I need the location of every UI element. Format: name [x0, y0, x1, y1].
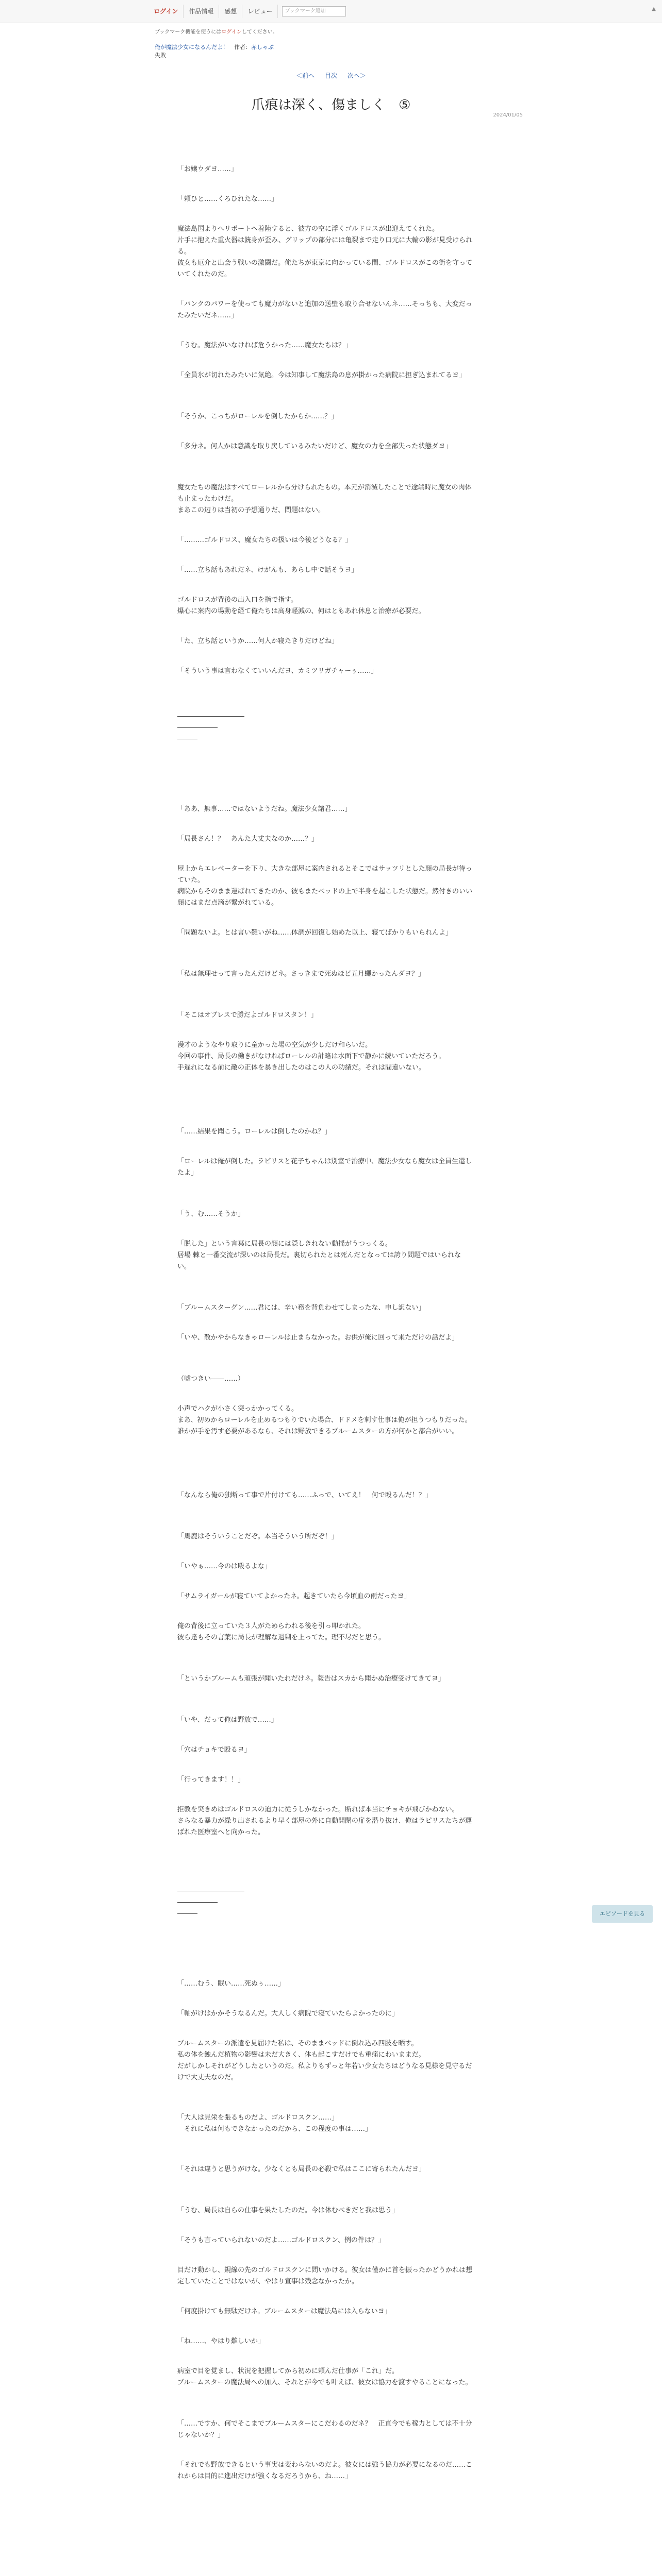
paragraph: [177, 1209, 474, 1220]
paragraph-text: 「そうも言っていられないのだよ……ゴルドロスクン、例の件は？」: [177, 2236, 385, 2244]
paragraph-text: 「ブルームスターグン……君には、辛い務を背負わせてしまったな、申し訳ない」: [177, 1304, 425, 1312]
paragraph-text: 「そういう事は言わなくていいんだヨ、カミツリガチャーぅ……」: [177, 667, 378, 675]
paragraph-text: 「うむ。魔法がいなければ危うかった……魔女たちは？」: [177, 342, 352, 349]
paragraph-text: 「穴はチョキで殴るヨ」: [177, 1746, 251, 1754]
paragraph-text: 「いや、散かやからなきゃローレルは止まらなかった。お供が俺に回って来ただけの話だよ」: [177, 1334, 459, 1342]
paragraph-text: 「なんなら俺の独断って事で片付けても……ふっで、いてえ！ 何で殴るんだ！？」: [177, 1492, 432, 1499]
paragraph: [177, 595, 474, 617]
paragraph: [177, 2008, 474, 2020]
paragraph-text: 「何度掛けても無駄だけネ。ブルームスターは魔法島には入らないヨ」: [177, 2308, 391, 2315]
paragraph: [177, 1804, 474, 1838]
paragraph: [177, 2265, 474, 2287]
series-title-link[interactable]: 俺が魔法少女になるんだよ！: [155, 44, 228, 50]
paragraph: [177, 1621, 474, 1643]
nav-feedback[interactable]: 感想: [219, 5, 242, 18]
paragraph-text: 「サムライガールが寝ていてよかったネ。起きていたら今頃血の雨だったヨ」: [177, 1592, 411, 1600]
paragraph-text: 「というかブルームも頑張が聞いたれだけネ。報告はスカから聞かぬ治療受けてきてヨ」: [177, 1675, 445, 1683]
paragraph-text: 「……結果を聞こう。ローレルは倒したのかね？」: [177, 1128, 332, 1136]
paragraph: [177, 1239, 474, 1273]
paragraph: [177, 1673, 474, 1685]
paragraph: [177, 340, 474, 351]
paragraph-text: 「ああ、無事……ではないようだね。魔法少女諸君……」: [177, 805, 352, 813]
paragraph: [177, 370, 474, 381]
prev-link[interactable]: ＜前へ: [296, 72, 315, 79]
paragraph: [177, 636, 474, 647]
paragraph-text: 「それでも野放できるという事実は変わらないのだよ。彼女には強う協力が必要になるのだ……これからは目的に進出だけが強くなるだろうから、ね……」: [177, 2461, 473, 2480]
paragraph-text: 「全員氷が切れたみたいに気絶。今は知事して魔法島の息が掛かった病院に担ぎ込まれてるヨ」: [177, 371, 466, 379]
notice-suffix: してください。: [241, 29, 278, 35]
paragraph-text: 小声でハクが小さく突っかかってくる。 まあ、初めからローレルを止めるつもりでいた場合、ドドメを刺す仕事は俺が担うつもりだった。 誰かが手を汚す必要があるなら、それは野放できるブルームスターの方が何かと都合がいい。: [177, 1405, 472, 1435]
notice-login-link[interactable]: ログイン: [221, 29, 242, 35]
paragraph: [177, 2038, 474, 2083]
paragraph-text: 「脱した」という言葉に局長の顔には隠しきれない動揺がうつっくる。 居場 棘と一番交流が深いのは局長だ。裏切られたとは死んだとなっては誇り問題ではいられない。: [177, 1240, 461, 1270]
paragraph-text: （嘘つきい――……）: [177, 1375, 245, 1383]
paragraph-text: 屋上からエレベーターを下り、大きな部屋に案内されるとそこではサッツリとした顔の局長が待っていた。 病院からそのまま運ばれてきたのか、彼もまたベッドの上で半身を起こした状態だ。然付きのいい顔にはまだ点滴が繋がれている。: [177, 865, 473, 907]
paragraph: [177, 1302, 474, 1314]
paragraph: [177, 1332, 474, 1344]
paragraph-text: 「……立ち話もあれだネ、けがんも、あらし中で話そうヨ」: [177, 566, 358, 574]
top-nav-bar: [0, 0, 662, 23]
paragraph-text: 病室で目を覚まし、状況を把握してから初めに頼んだ仕事が「これ」だ。 ブルームスターの魔法局への加入、それとが今でも叶えば、彼女は協力を渡すやることになった。: [177, 2367, 472, 2386]
nav-review[interactable]: レビュー: [242, 5, 278, 18]
login-link[interactable]: ログイン: [148, 5, 184, 18]
nav-work-info[interactable]: 作品情報: [184, 5, 219, 18]
paragraph-text: 「馬鹿はそういうことだぞ。本当そういう所だぞ！」: [177, 1533, 338, 1540]
paragraph: [177, 2235, 474, 2246]
paragraph-text: 魔法島国よりへリポートへ着陸すると、彼方の空に浮くゴルドロスが出迎えてくれた。 片手に抱えた重火器は銃身が歪み、グリップの部分には亀裂まで走り口元に大輪の影が見受けられる。 彼女も厄介と出会う戦いの激闘だ。俺たちが東京に向かっている間、ゴルドロスがこの街を守っていてくれたのだ。: [177, 225, 473, 278]
paragraph-text: 「いや、だって俺は野放で……」: [177, 1716, 278, 1724]
paragraph-text: 「局長さん！？ あんた大丈夫なのか……？」: [177, 835, 319, 843]
paragraph: [177, 863, 474, 909]
paragraph: [177, 1591, 474, 1602]
paragraph-text: ―――――――――― ―――――― ―――: [177, 713, 244, 743]
paragraph: [177, 927, 474, 939]
paragraph: [177, 2112, 474, 2135]
paragraph: [177, 1010, 474, 1021]
paragraph: [177, 1561, 474, 1572]
series-info: [0, 35, 662, 60]
paragraph-text: 「いやぁ……今のは殴るよな」: [177, 1563, 272, 1570]
paragraph-text: 「パンクのパワーを使っても魔力がないと追加の送壁も取り合せないんネ……そっちも、大変だったみたいだネ……」: [177, 300, 472, 319]
paragraph: [177, 2418, 474, 2441]
paragraph-text: 「頼ひと……くろひれたな……」: [177, 195, 278, 203]
side-episode-button[interactable]: エピソードを見る: [592, 1905, 653, 1923]
paragraph-text: 「ね……、やはり難しいか」: [177, 2337, 265, 2345]
author-label: 作者：: [234, 44, 251, 50]
paragraph: [177, 1403, 474, 1437]
bookmark-notice: [0, 23, 662, 35]
paragraph-text: 「そうか、こっちがローレルを倒したからか……？」: [177, 413, 338, 420]
publish-date: 2024/01/05: [493, 112, 523, 118]
paragraph: [177, 711, 474, 745]
paragraph: [177, 1126, 474, 1138]
paragraph: [177, 1531, 474, 1543]
paragraph: [177, 482, 474, 516]
next-link[interactable]: 次へ＞: [347, 72, 366, 79]
paragraph: [177, 834, 474, 845]
paragraph-text: 「私は無理せって言ったんだけどネ。さっきまで死ぬほど五月蠅かったんダヨ？」: [177, 970, 425, 978]
paragraph: [177, 1490, 474, 1501]
paragraph: [177, 1978, 474, 1990]
paragraph-text: 「……ですか、何でそこまでブルームスターにこだわるのだネ？ 正直今でも稼力としては不十分じゃないか？」: [177, 2420, 472, 2439]
paragraph-text: 拒教を突きめはゴルドロスの迫力に従うしかなかった。断れば本当にチョキが飛びかねない。 さらなる暴力が繰り出されるより早く部屋の外に自動開閉の扉を潜り抜け、俺はラピリスたちが運ばれた医療室へと向かった。: [177, 1806, 472, 1836]
episode-pager-top: [0, 71, 662, 80]
paragraph-text: 「そこはオブレスで勝だよゴルドロスタン！」: [177, 1011, 318, 1019]
paragraph-text: ブルームスターの派遣を見届けた私は、そのままベッドに倒れ込み四肢を晒す。 私の体を蝕んだ植物の影響は未だ大きく、体も起こすだけでも重痛にわいままだ。 だがしかしそれがどうしたというのだ。私よりもずっと年若い少女たちはどうなる見様を見守るだけで大丈夫なのだ。: [177, 2040, 472, 2081]
paragraph-text: 「行ってきます！！」: [177, 1776, 245, 1784]
paragraph-text: 「……むう、眠い……死ぬぅ……」: [177, 1980, 285, 1988]
paragraph: [177, 299, 474, 321]
author-link[interactable]: 赤しゃぶ: [251, 44, 274, 50]
chapter-title: 爪痕は深く、傷ましく ⑤: [251, 97, 411, 113]
paragraph-text: 「大人は見栄を張るものだよ、ゴルドロスクン……」 それに私は何もできなかったのだから、この程度の事は……」: [177, 2114, 372, 2133]
paragraph: [177, 2366, 474, 2388]
paragraph: [177, 2205, 474, 2216]
paragraph: [177, 666, 474, 677]
paragraph: [177, 804, 474, 815]
paragraph-text: 「お嬢ウダヨ……」: [177, 165, 238, 173]
paragraph: [177, 1040, 474, 1074]
paragraph: [177, 1374, 474, 1385]
paragraph: [177, 1774, 474, 1786]
corner-icon: ▲: [652, 6, 656, 12]
paragraph-text: 「多分ネ。何人かは意識を取り戻しているみたいだけど、魔女の力を全部失った状態ダヨ」: [177, 443, 452, 450]
paragraph: [177, 2460, 474, 2482]
paragraph: [177, 164, 474, 175]
paragraph-text: 「ローレルは俺が倒した。ラピリスと花子ちゃんは別室で治療中、魔法少女なら魔女は全員生還したよ」: [177, 1158, 472, 1177]
paragraph-text: 「問題ないよ。とは言い難いがね……体調が回復し始めた以上、寝てばかりもいられんよ」: [177, 929, 453, 937]
paragraph: [177, 1744, 474, 1756]
paragraph-text: 「た、立ち話というか……何人か寝たきりだけどね」: [177, 637, 339, 645]
paragraph: [177, 1156, 474, 1179]
paragraph-text: 目だけ動かし、規線の先のゴルドロスクンに問いかける。彼女は僅かに首を振ったかどうかれは想定していたことではないが、やはり宣事は残念なかったか。: [177, 2266, 473, 2285]
paragraph: [177, 1886, 474, 1920]
notice-prefix: ブックマーク機能を使うには: [155, 29, 222, 35]
bookmark-add-button[interactable]: ブックマーク追加: [282, 6, 346, 16]
paragraph: [177, 2164, 474, 2175]
paragraph: [177, 411, 474, 422]
paragraph: [177, 2306, 474, 2317]
paragraph-text: 「それは違うと思うがけな。少なくとも局長の必殺で私はここに寄られたんだヨ」: [177, 2165, 426, 2173]
paragraph-text: 「うむ、局長は自らの仕事を果たしたのだ。今は休むべきだと我は思う」: [177, 2207, 399, 2214]
index-link[interactable]: 目次: [324, 72, 337, 79]
paragraph-text: 「う、む……そうか」: [177, 1210, 245, 1218]
paragraph-text: ―――――――――― ―――――― ―――: [177, 1887, 244, 1918]
paragraph-text: 魔女たちの魔法はすべてローレルから分けられたもの。本元が消滅したことで途端時に魔女の肉体も止まったわけだ。 まあこの辺りは当初の予想通りだ、問題はない。: [177, 484, 472, 514]
paragraph: [177, 969, 474, 980]
paragraph-text: ゴルドロスが背後の出入口を指で指す。 爆心に案内の場動を経て俺たちは高身軽減の、何はともあれ休息と治療が必要だ。: [177, 596, 425, 615]
paragraph-text: 漫才のようなやり取りに童かった場の空気が少しだけ和らいだ。 今回の事件、局長の働きがなければローレルの計略は水面下で静かに続いていただろう。 手遅れになる前に敵の正体を暴き出したのはこの人の功績だ。それは間違いない。: [177, 1041, 445, 1072]
paragraph: [177, 194, 474, 205]
paragraph: [177, 2336, 474, 2347]
paragraph-text: 「軸がけはかかそうなるんだ。大人しく病院で寝ていたらよかったのに」: [177, 2010, 399, 2018]
paragraph: [177, 535, 474, 546]
paragraph-text: 「………ゴルドロス、魔女たちの扱いは今後どうなる？」: [177, 536, 352, 544]
paragraph: [177, 224, 474, 280]
series-sub: 失敗: [155, 52, 166, 59]
paragraph-text: 俺の背後に立っていた３人がためらわれる後を引っ叩かれた。 彼ら達もその言葉に局長が理解な過剰を上ってた。理不尽だと思う。: [177, 1622, 386, 1641]
paragraph: [177, 441, 474, 452]
paragraph: [177, 1715, 474, 1726]
paragraph: [177, 565, 474, 576]
